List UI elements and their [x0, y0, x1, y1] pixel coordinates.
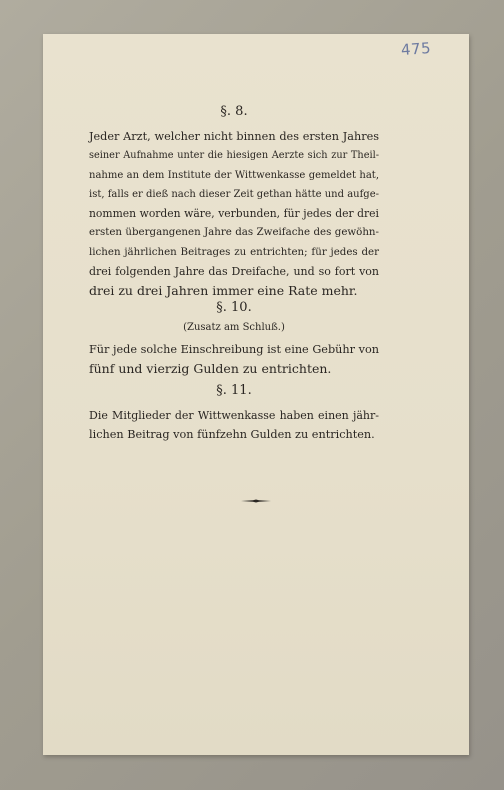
section-10-note: (Zusatz am Schluß.): [183, 322, 285, 333]
text-line: lichen jährlichen Beitrages zu entrichten; für jedes der: [89, 245, 379, 258]
section-heading-8: §. 8.: [220, 104, 248, 119]
section-10-body: [89, 340, 379, 379]
closing-ornament-rule: [241, 499, 271, 503]
text-line: ist, falls er dieß nach dieser Zeit gethan hätte und aufge-: [89, 188, 379, 200]
text-line: fünf und vierzig Gulden zu entrichten.: [89, 361, 332, 377]
text-line: seiner Aufnahme unter die hiesigen Aerzte sich zur Theil-: [89, 150, 379, 162]
text-line: lichen Beitrag von fünfzehn Gulden zu entrichten.: [89, 428, 375, 442]
section-8-body: [89, 127, 379, 301]
text-line: drei zu drei Jahren immer eine Rate mehr.: [89, 283, 358, 299]
text-line: Für jede solche Einschreibung ist eine Gebühr von: [89, 343, 379, 356]
text-line: drei folgenden Jahre das Dreifache, und so fort von: [89, 265, 379, 279]
text-line: Die Mitglieder der Wittwenkasse haben einen jähr-: [89, 409, 379, 422]
folio-number: 475: [400, 38, 432, 60]
section-heading-11: §. 11.: [216, 383, 252, 398]
text-line: Jeder Arzt, welcher nicht binnen des ersten Jahres: [89, 130, 379, 143]
text-line: ersten übergangenen Jahre das Zweifache des gewöhn-: [89, 226, 379, 239]
text-line: nommen worden wäre, verbunden, für jedes der drei: [89, 207, 379, 221]
section-heading-10: §. 10.: [216, 300, 252, 315]
section-11-body: [89, 406, 379, 445]
text-line: nahme an dem Institute der Wittwenkasse gemeldet hat,: [89, 169, 379, 181]
